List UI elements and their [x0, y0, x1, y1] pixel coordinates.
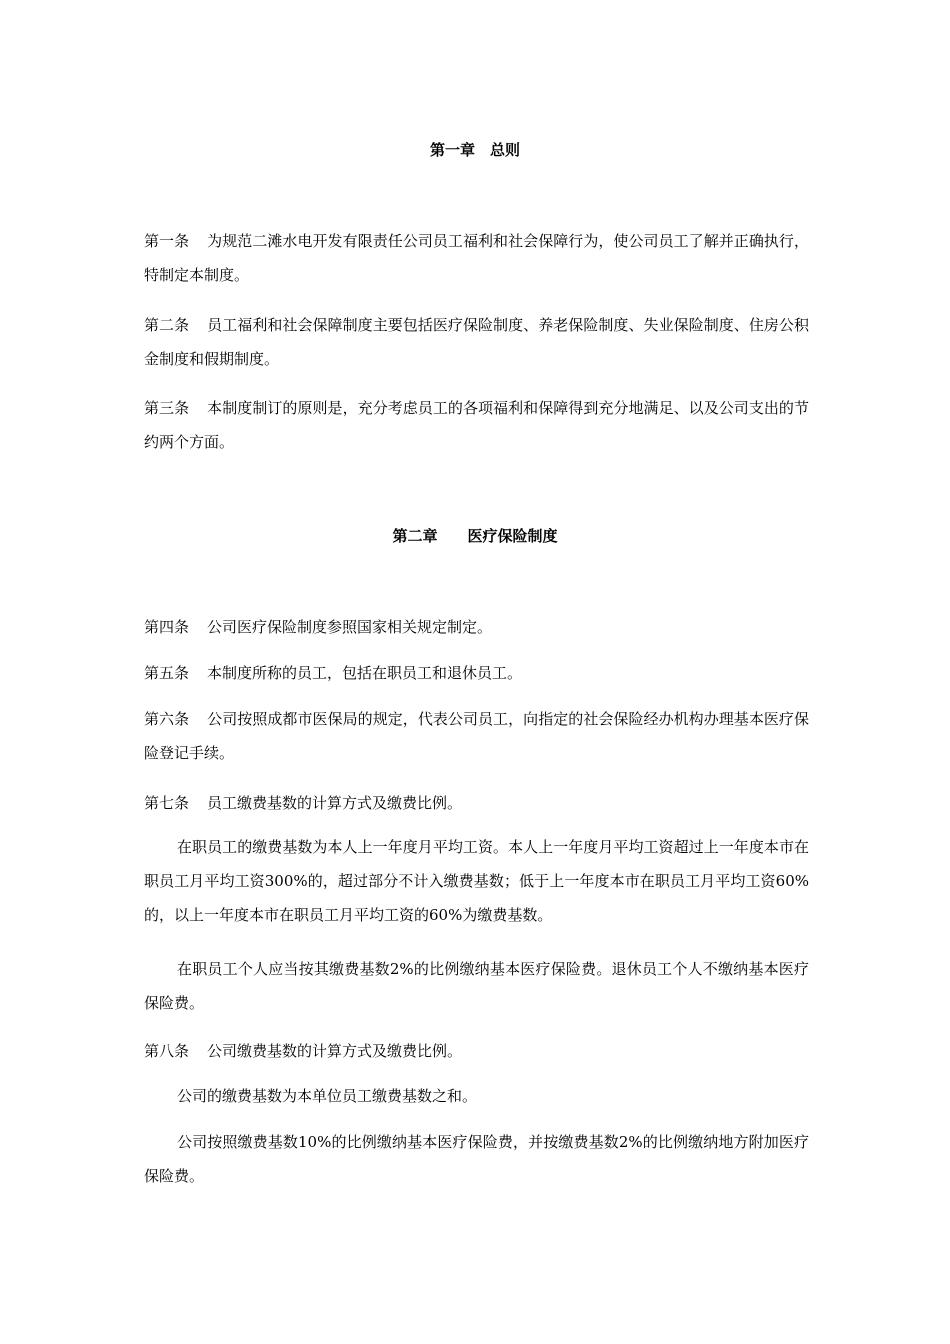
article-1-number: 第一条 — [144, 232, 190, 250]
article-8-number: 第八条 — [144, 1042, 190, 1060]
article-3-text: 本制度制订的原则是，充分考虑员工的各项福利和保障得到充分地满足、以及公司支出的节约两个方面。 — [144, 399, 809, 451]
article-2-number: 第二条 — [144, 316, 190, 334]
article-3 — [144, 391, 809, 459]
article-5-text: 本制度所称的员工，包括在职员工和退休员工。 — [207, 664, 523, 682]
article-5 — [144, 656, 809, 690]
article-5-number: 第五条 — [144, 664, 190, 682]
article-6-text: 公司按照成都市医保局的规定，代表公司员工，向指定的社会保险经办机构办理基本医疗保险登记手续。 — [144, 710, 809, 762]
chapter-1-title: 第一章 总则 — [429, 141, 520, 159]
article-4-number: 第四条 — [144, 618, 190, 636]
article-3-number: 第三条 — [144, 399, 190, 417]
article-8-paragraph-1: 公司的缴费基数为本单位员工缴费基数之和。 — [177, 1087, 478, 1105]
article-6-number: 第六条 — [144, 710, 190, 728]
article-7-number: 第七条 — [144, 794, 190, 812]
article-2 — [144, 308, 809, 376]
article-4-text: 公司医疗保险制度参照国家相关规定制定。 — [207, 618, 493, 636]
chapter-2-title: 第二章 医疗保险制度 — [392, 527, 558, 545]
article-4 — [144, 610, 809, 644]
article-7 — [144, 786, 809, 820]
article-8-paragraph-2: 公司按照缴费基数10%的比例缴纳基本医疗保险费，并按缴费基数2%的比例缴纳地方附加医疗保险费。 — [144, 1133, 809, 1185]
article-7-paragraph-2: 在职员工个人应当按其缴费基数2%的比例缴纳基本医疗保险费。退休员工个人不缴纳基本医疗保险费。 — [144, 960, 809, 1012]
article-1 — [144, 224, 809, 292]
article-2-text: 员工福利和社会保障制度主要包括医疗保险制度、养老保险制度、失业保险制度、住房公积金制度和假期制度。 — [144, 316, 809, 368]
article-8 — [144, 1034, 809, 1068]
article-1-text: 为规范二滩水电开发有限责任公司员工福利和社会保障行为，使公司员工了解并正确执行，特制定本制度。 — [144, 232, 809, 284]
article-6 — [144, 702, 809, 770]
article-8-text: 公司缴费基数的计算方式及缴费比例。 — [207, 1042, 463, 1060]
article-7-text: 员工缴费基数的计算方式及缴费比例。 — [207, 794, 463, 812]
article-7-paragraph-1: 在职员工的缴费基数为本人上一年度月平均工资。本人上一年度月平均工资超过上一年度本市在职员工月平均工资300%的，超过部分不计入缴费基数；低于上一年度本市在职员工月平均工资60%的，以上一年度本市在职员工月平均工资的60%为缴费基数。 — [144, 838, 809, 924]
